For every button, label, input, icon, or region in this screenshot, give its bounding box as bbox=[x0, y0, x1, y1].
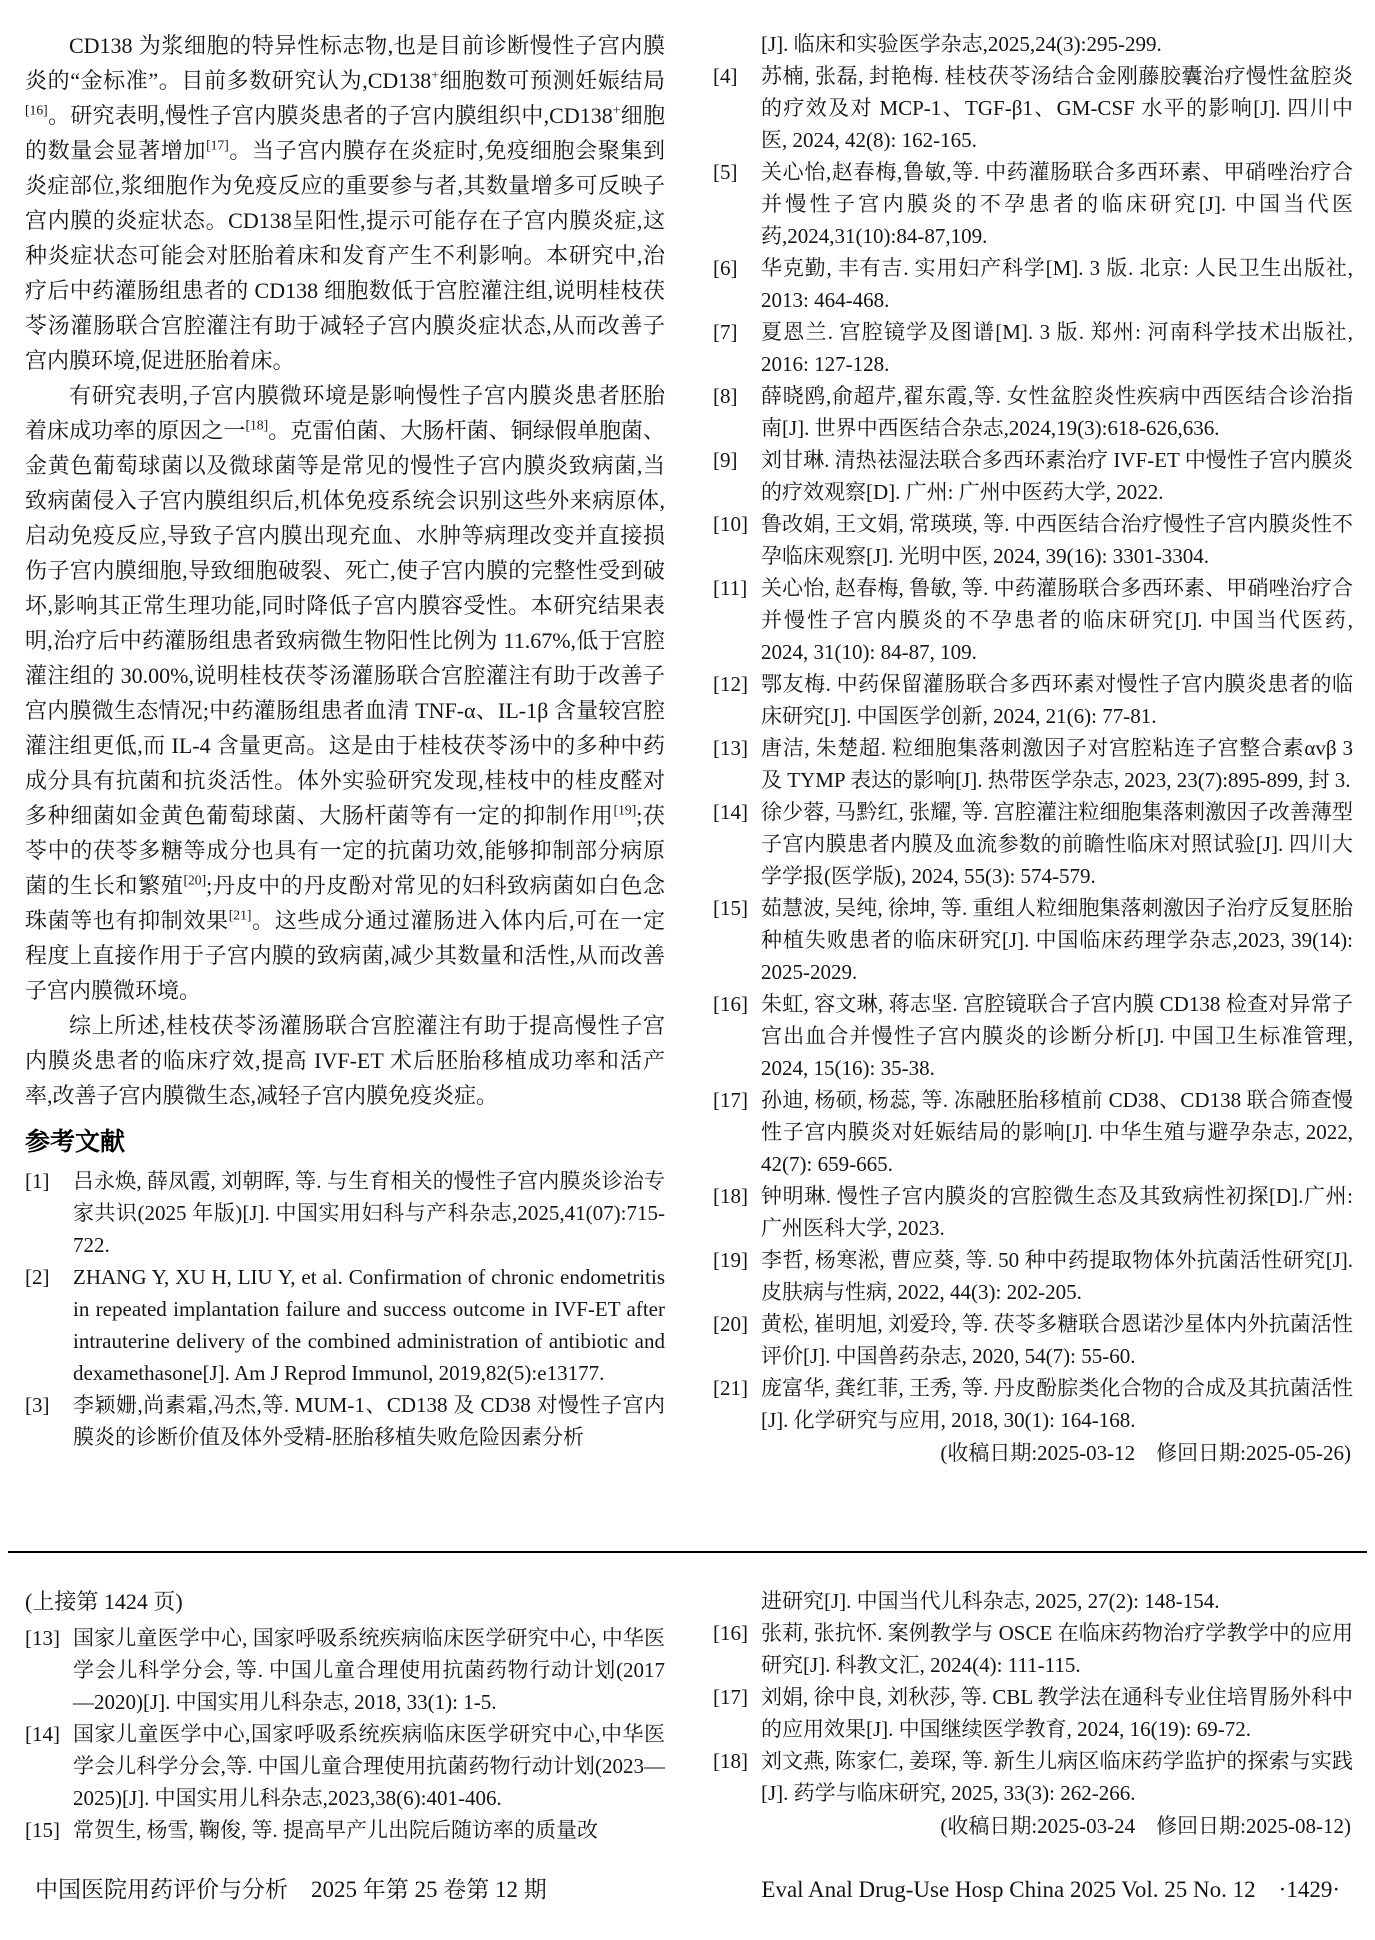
reference-number: [18] bbox=[713, 1184, 748, 1208]
reference-number: [10] bbox=[713, 512, 748, 536]
reference-text: 鄂友梅. 中药保留灌肠联合多西环素对慢性子宫内膜炎患者的临床研究[J]. 中国医学创新, 2024, 21(6): 77-81. bbox=[761, 672, 1353, 728]
reference-number: [5] bbox=[713, 160, 738, 184]
reference-number: [8] bbox=[713, 384, 738, 408]
reference-item bbox=[713, 1372, 1353, 1436]
reference-text: ZHANG Y, XU H, LIU Y, et al. Confirmation of chronic endometritis in repeated implantation failure and success outcome in IVF-ET after intrauterine delivery of the combined administration of antibiotic and dexamethasone[J]. Am J Reprod Immunol, 2019,82(5):e13177. bbox=[73, 1265, 665, 1385]
reference-text: 刘娟, 徐中良, 刘秋莎, 等. CBL 教学法在通科专业住培胃肠外科中的应用效果[J]. 中国继续医学教育, 2024, 16(19): 69-72. bbox=[761, 1685, 1353, 1741]
reference-text: 华克勤, 丰有吉. 实用妇产科学[M]. 3 版. 北京: 人民卫生出版社, 2013: 464-468. bbox=[761, 256, 1353, 312]
reference-item bbox=[713, 156, 1353, 252]
reference-text: 关心怡,赵春梅,鲁敏,等. 中药灌肠联合多西环素、甲硝唑治疗合并慢性子宫内膜炎的不孕患者的临床研究[J]. 中国当代医药,2024,31(10):84-87,109. bbox=[761, 160, 1353, 248]
reference-number: [6] bbox=[713, 256, 738, 280]
reference-item bbox=[713, 988, 1353, 1084]
reference-item bbox=[25, 1389, 665, 1453]
reference-text: 刘文燕, 陈家仁, 姜琛, 等. 新生儿病区临床药学监护的探索与实践[J]. 药学与临床研究, 2025, 33(3): 262-266. bbox=[761, 1749, 1353, 1805]
footer-journal-title-cn: 中国医院用药评价与分析 2025 年第 25 卷第 12 期 bbox=[35, 1877, 547, 1902]
reference-text: 鲁改娟, 王文娟, 常瑛瑛, 等. 中西医结合治疗慢性子宫内膜炎性不孕临床观察[J]. 光明中医, 2024, 39(16): 3301-3304. bbox=[761, 512, 1353, 568]
reference-text: 吕永焕, 薛凤霞, 刘朝晖, 等. 与生育相关的慢性子宫内膜炎诊治专家共识(2025 年版)[J]. 中国实用妇科与产科杂志,2025,41(07):715-722. bbox=[73, 1169, 665, 1257]
reference-number: [13] bbox=[25, 1626, 60, 1650]
citation-superscript: [21] bbox=[228, 907, 252, 923]
reference-text: 薛晓鸥,俞超芹,翟东霞,等. 女性盆腔炎性疾病中西医结合诊治指南[J]. 世界中西医结合杂志,2024,19(3):618-626,636. bbox=[761, 384, 1353, 440]
continuation-right-column bbox=[713, 1585, 1353, 1853]
citation-superscript: [16] bbox=[25, 102, 48, 118]
reference-number: [4] bbox=[713, 64, 738, 88]
reference-number: [14] bbox=[713, 800, 748, 824]
reference-text: 夏恩兰. 宫腔镜学及图谱[M]. 3 版. 郑州: 河南科学技术出版社, 2016: 127-128. bbox=[761, 320, 1353, 376]
continuation-reference-list-right bbox=[713, 1617, 1353, 1809]
reference-list-right bbox=[713, 60, 1353, 1436]
reference-text: 李颖姗,尚素霜,冯杰,等. MUM-1、CD138 及 CD38 对慢性子宫内膜炎的诊断价值及体外受精-胚胎移植失败危险因素分析 bbox=[73, 1393, 665, 1449]
reference-number: [17] bbox=[713, 1685, 748, 1709]
reference-number: [14] bbox=[25, 1722, 60, 1746]
reference-number: [17] bbox=[713, 1088, 748, 1112]
reference-number: [16] bbox=[713, 1621, 748, 1645]
reference-item bbox=[713, 668, 1353, 732]
reference-item bbox=[25, 1165, 665, 1261]
reference-number: [12] bbox=[713, 672, 748, 696]
citation-superscript: + bbox=[612, 102, 621, 118]
reference-text: 刘甘琳. 清热祛湿法联合多西环素治疗 IVF-ET 中慢性子宫内膜炎的疗效观察[D]. 广州: 广州中医药大学, 2022. bbox=[761, 448, 1353, 504]
reference-text: 李哲, 杨寒淞, 曹应葵, 等. 50 种中药提取物体外抗菌活性研究[J]. 皮肤病与性病, 2022, 44(3): 202-205. bbox=[761, 1248, 1353, 1304]
page-footer bbox=[0, 1875, 1375, 1905]
reference-item bbox=[713, 1180, 1353, 1244]
reference-text: 唐洁, 朱楚超. 粒细胞集落刺激因子对宫腔粘连子宫整合素αvβ 3 及 TYMP 表达的影响[J]. 热带医学杂志, 2023, 23(7):895-899, 封 3. bbox=[761, 736, 1353, 792]
reference-item bbox=[713, 252, 1353, 316]
reference-item bbox=[713, 1681, 1353, 1745]
body-paragraph: 综上所述,桂枝茯苓汤灌肠联合宫腔灌注有助于提高慢性子宫内膜炎患者的临床疗效,提高 IVF-ET 术后胚胎移植成功率和活产率,改善子宫内膜微生态,减轻子宫内膜免疫炎症。 bbox=[25, 1013, 665, 1108]
reference-item bbox=[713, 892, 1353, 988]
reference-text: 关心怡, 赵春梅, 鲁敏, 等. 中药灌肠联合多西环素、甲硝唑治疗合并慢性子宫内膜炎的不孕患者的临床研究[J]. 中国当代医药, 2024, 31(10): 84-87, 109. bbox=[761, 576, 1353, 664]
footer-journal-title-en: Eval Anal Drug-Use Hosp China 2025 Vol. 25 No. 12 ·1429· bbox=[761, 1877, 1340, 1902]
reference-item bbox=[713, 732, 1353, 796]
reference-item bbox=[25, 1814, 665, 1846]
reference-item bbox=[713, 1745, 1353, 1809]
body-paragraph: CD138 为浆细胞的特异性标志物,也是目前诊断慢性子宫内膜炎的“金标准”。目前多数研究认为,CD138+细胞数可预测妊娠结局[16]。研究表明,慢性子宫内膜炎患者的子宫内膜组织中,CD138+细胞的数量会显著增加[17]。当子宫内膜存在炎症时,免疫细胞会聚集到炎症部位,浆细胞作为免疫反应的重要参与者,其数量增多可反映子宫内膜的炎症状态。CD138呈阳性,提示可能存在子宫内膜炎症,这种炎症状态可能会对胚胎着床和发育产生不利影响。本研究中,治疗后中药灌肠组患者的 CD138 细胞数低于宫腔灌注组,说明桂枝茯苓汤灌肠联合宫腔灌注有助于减轻子宫内膜炎症状态,从而改善子宫内膜环境,促进胚胎着床。 bbox=[25, 33, 665, 373]
reference-number: [11] bbox=[713, 576, 748, 600]
reference-item bbox=[713, 1244, 1353, 1308]
reference-text: 庞富华, 龚红菲, 王秀, 等. 丹皮酚腙类化合物的合成及其抗菌活性[J]. 化学研究与应用, 2018, 30(1): 164-168. bbox=[761, 1376, 1353, 1432]
continuation-receipt-dates: (收稿日期:2025-03-24 修回日期:2025-08-12) bbox=[940, 1814, 1351, 1838]
reference-text: 苏楠, 张磊, 封艳梅. 桂枝茯苓汤结合金刚藤胶囊治疗慢性盆腔炎的疗效及对 MCP-1、TGF-β1、GM-CSF 水平的影响[J]. 四川中医, 2024, 42(8): 162-165. bbox=[761, 64, 1353, 152]
reference-item bbox=[713, 60, 1353, 156]
reference-carryover: [J]. 临床和实验医学杂志,2025,24(3):295-299. bbox=[761, 32, 1162, 56]
reference-item bbox=[713, 796, 1353, 892]
reference-number: [13] bbox=[713, 736, 748, 760]
right-column bbox=[713, 28, 1353, 1551]
citation-superscript: + bbox=[431, 67, 439, 83]
continuation-reference-carryover: 进研究[J]. 中国当代儿科杂志, 2025, 27(2): 148-154. bbox=[761, 1589, 1220, 1613]
reference-item bbox=[25, 1622, 665, 1718]
reference-item bbox=[713, 1617, 1353, 1681]
reference-number: [7] bbox=[713, 320, 738, 344]
continuation-left-column bbox=[25, 1585, 665, 1853]
article-body bbox=[25, 28, 665, 1113]
reference-number: [15] bbox=[713, 896, 748, 920]
continuation-reference-list-left bbox=[25, 1622, 665, 1846]
reference-number: [2] bbox=[25, 1265, 50, 1289]
reference-number: [9] bbox=[713, 448, 738, 472]
reference-item bbox=[713, 1308, 1353, 1372]
reference-item bbox=[713, 316, 1353, 380]
reference-item bbox=[25, 1718, 665, 1814]
reference-item bbox=[713, 380, 1353, 444]
references-heading: 参考文献 bbox=[25, 1128, 126, 1156]
reference-text: 张莉, 张抗怀. 案例教学与 OSCE 在临床药物治疗学教学中的应用研究[J]. 科教文汇, 2024(4): 111-115. bbox=[761, 1621, 1353, 1677]
reference-list-left bbox=[25, 1165, 665, 1453]
receipt-dates: (收稿日期:2025-03-12 修回日期:2025-05-26) bbox=[940, 1441, 1351, 1465]
reference-text: 钟明琳. 慢性子宫内膜炎的宫腔微生态及其致病性初探[D].广州: 广州医科大学, 2023. bbox=[761, 1184, 1353, 1240]
reference-number: [15] bbox=[25, 1818, 60, 1842]
reference-text: 国家儿童医学中心, 国家呼吸系统疾病临床医学研究中心, 中华医学会儿科学分会, 等. 中国儿童合理使用抗菌药物行动计划(2017—2020)[J]. 中国实用儿科杂志, 2018, 33(1): 1-5. bbox=[73, 1626, 665, 1714]
reference-text: 孙迪, 杨硕, 杨蕊, 等. 冻融胚胎移植前 CD38、CD138 联合筛查慢性子宫内膜炎对妊娠结局的影响[J]. 中华生殖与避孕杂志, 2022, 42(7): 659-665. bbox=[761, 1088, 1353, 1176]
reference-text: 黄松, 崔明旭, 刘爱玲, 等. 茯苓多糖联合恩诺沙星体内外抗菌活性评价[J]. 中国兽药杂志, 2020, 54(7): 55-60. bbox=[761, 1312, 1353, 1368]
reference-number: [18] bbox=[713, 1749, 748, 1773]
left-column bbox=[25, 28, 665, 1551]
reference-item bbox=[713, 572, 1353, 668]
reference-text: 国家儿童医学中心,国家呼吸系统疾病临床医学研究中心,中华医学会儿科学分会,等. 中国儿童合理使用抗菌药物行动计划(2023—2025)[J]. 中国实用儿科杂志,2023,38(6):401-406. bbox=[73, 1722, 665, 1810]
reference-text: 常贺生, 杨雪, 鞠俊, 等. 提高早产儿出院后随访率的质量改 bbox=[73, 1818, 598, 1842]
reference-number: [1] bbox=[25, 1169, 50, 1193]
continuation-section bbox=[0, 1553, 1375, 1853]
reference-number: [3] bbox=[25, 1393, 50, 1417]
reference-number: [19] bbox=[713, 1248, 748, 1272]
citation-superscript: [17] bbox=[206, 137, 229, 153]
body-paragraph: 有研究表明,子宫内膜微环境是影响慢性子宫内膜炎患者胚胎着床成功率的原因之一[18]。克雷伯菌、大肠杆菌、铜绿假单胞菌、金黄色葡萄球菌以及微球菌等是常见的慢性子宫内膜炎致病菌,当致病菌侵入子宫内膜组织后,机体免疫系统会识别这些外来病原体,启动免疫反应,导致子宫内膜出现充血、水肿等病理改变并直接损伤子宫内膜细胞,导致细胞破裂、死亡,使子宫内膜的完整性受到破坏,影响其正常生理功能,同时降低子宫内膜容受性。本研究结果表明,治疗后中药灌肠组患者致病微生物阳性比例为 11.67%,低于宫腔灌注组的 30.00%,说明桂枝茯苓汤灌肠联合宫腔灌注有助于改善子宫内膜微生态情况;中药灌肠组患者血清 TNF-α、IL-1β 含量较宫腔灌注组更低,而 IL-4 含量更高。这是由于桂枝茯苓汤中的多种中药成分具有抗菌和抗炎活性。体外实验研究发现,桂枝中的桂皮醛对多种细菌如金黄色葡萄球菌、大肠杆菌等有一定的抑制作用[19];茯苓中的茯苓多糖等成分也具有一定的抗菌功效,能够抑制部分病原菌的生长和繁殖[20];丹皮中的丹皮酚对常见的妇科致病菌如白色念珠菌等也有抑制效果[21]。这些成分通过灌肠进入体内后,可在一定程度上直接作用于子宫内膜的致病菌,减少其数量和活性,从而改善子宫内膜微环境。 bbox=[25, 383, 665, 1003]
reference-item bbox=[25, 1261, 665, 1389]
reference-item bbox=[713, 444, 1353, 508]
citation-superscript: [19] bbox=[613, 802, 637, 818]
reference-number: [16] bbox=[713, 992, 748, 1016]
reference-item bbox=[713, 508, 1353, 572]
reference-text: 茹慧波, 吴纯, 徐坤, 等. 重组人粒细胞集落刺激因子治疗反复胚胎种植失败患者的临床研究[J]. 中国临床药理学杂志,2023, 39(14): 2025-2029. bbox=[761, 896, 1353, 984]
citation-superscript: [18] bbox=[245, 417, 269, 433]
reference-text: 朱虹, 容文琳, 蒋志坚. 宫腔镜联合子宫内膜 CD138 检查对异常子宫出血合并慢性子宫内膜炎的诊断分析[J]. 中国卫生标准管理, 2024, 15(16): 35-38. bbox=[761, 992, 1353, 1080]
reference-text: 徐少蓉, 马黔红, 张耀, 等. 宫腔灌注粒细胞集落刺激因子改善薄型子宫内膜患者内膜及血流参数的前瞻性临床对照试验[J]. 四川大学学报(医学版), 2024, 55(3): 574-579. bbox=[761, 800, 1353, 888]
citation-superscript: [20] bbox=[183, 872, 207, 888]
reference-number: [20] bbox=[713, 1312, 748, 1336]
continued-from-note: (上接第 1424 页) bbox=[25, 1589, 183, 1614]
reference-item bbox=[713, 1084, 1353, 1180]
reference-number: [21] bbox=[713, 1376, 748, 1400]
